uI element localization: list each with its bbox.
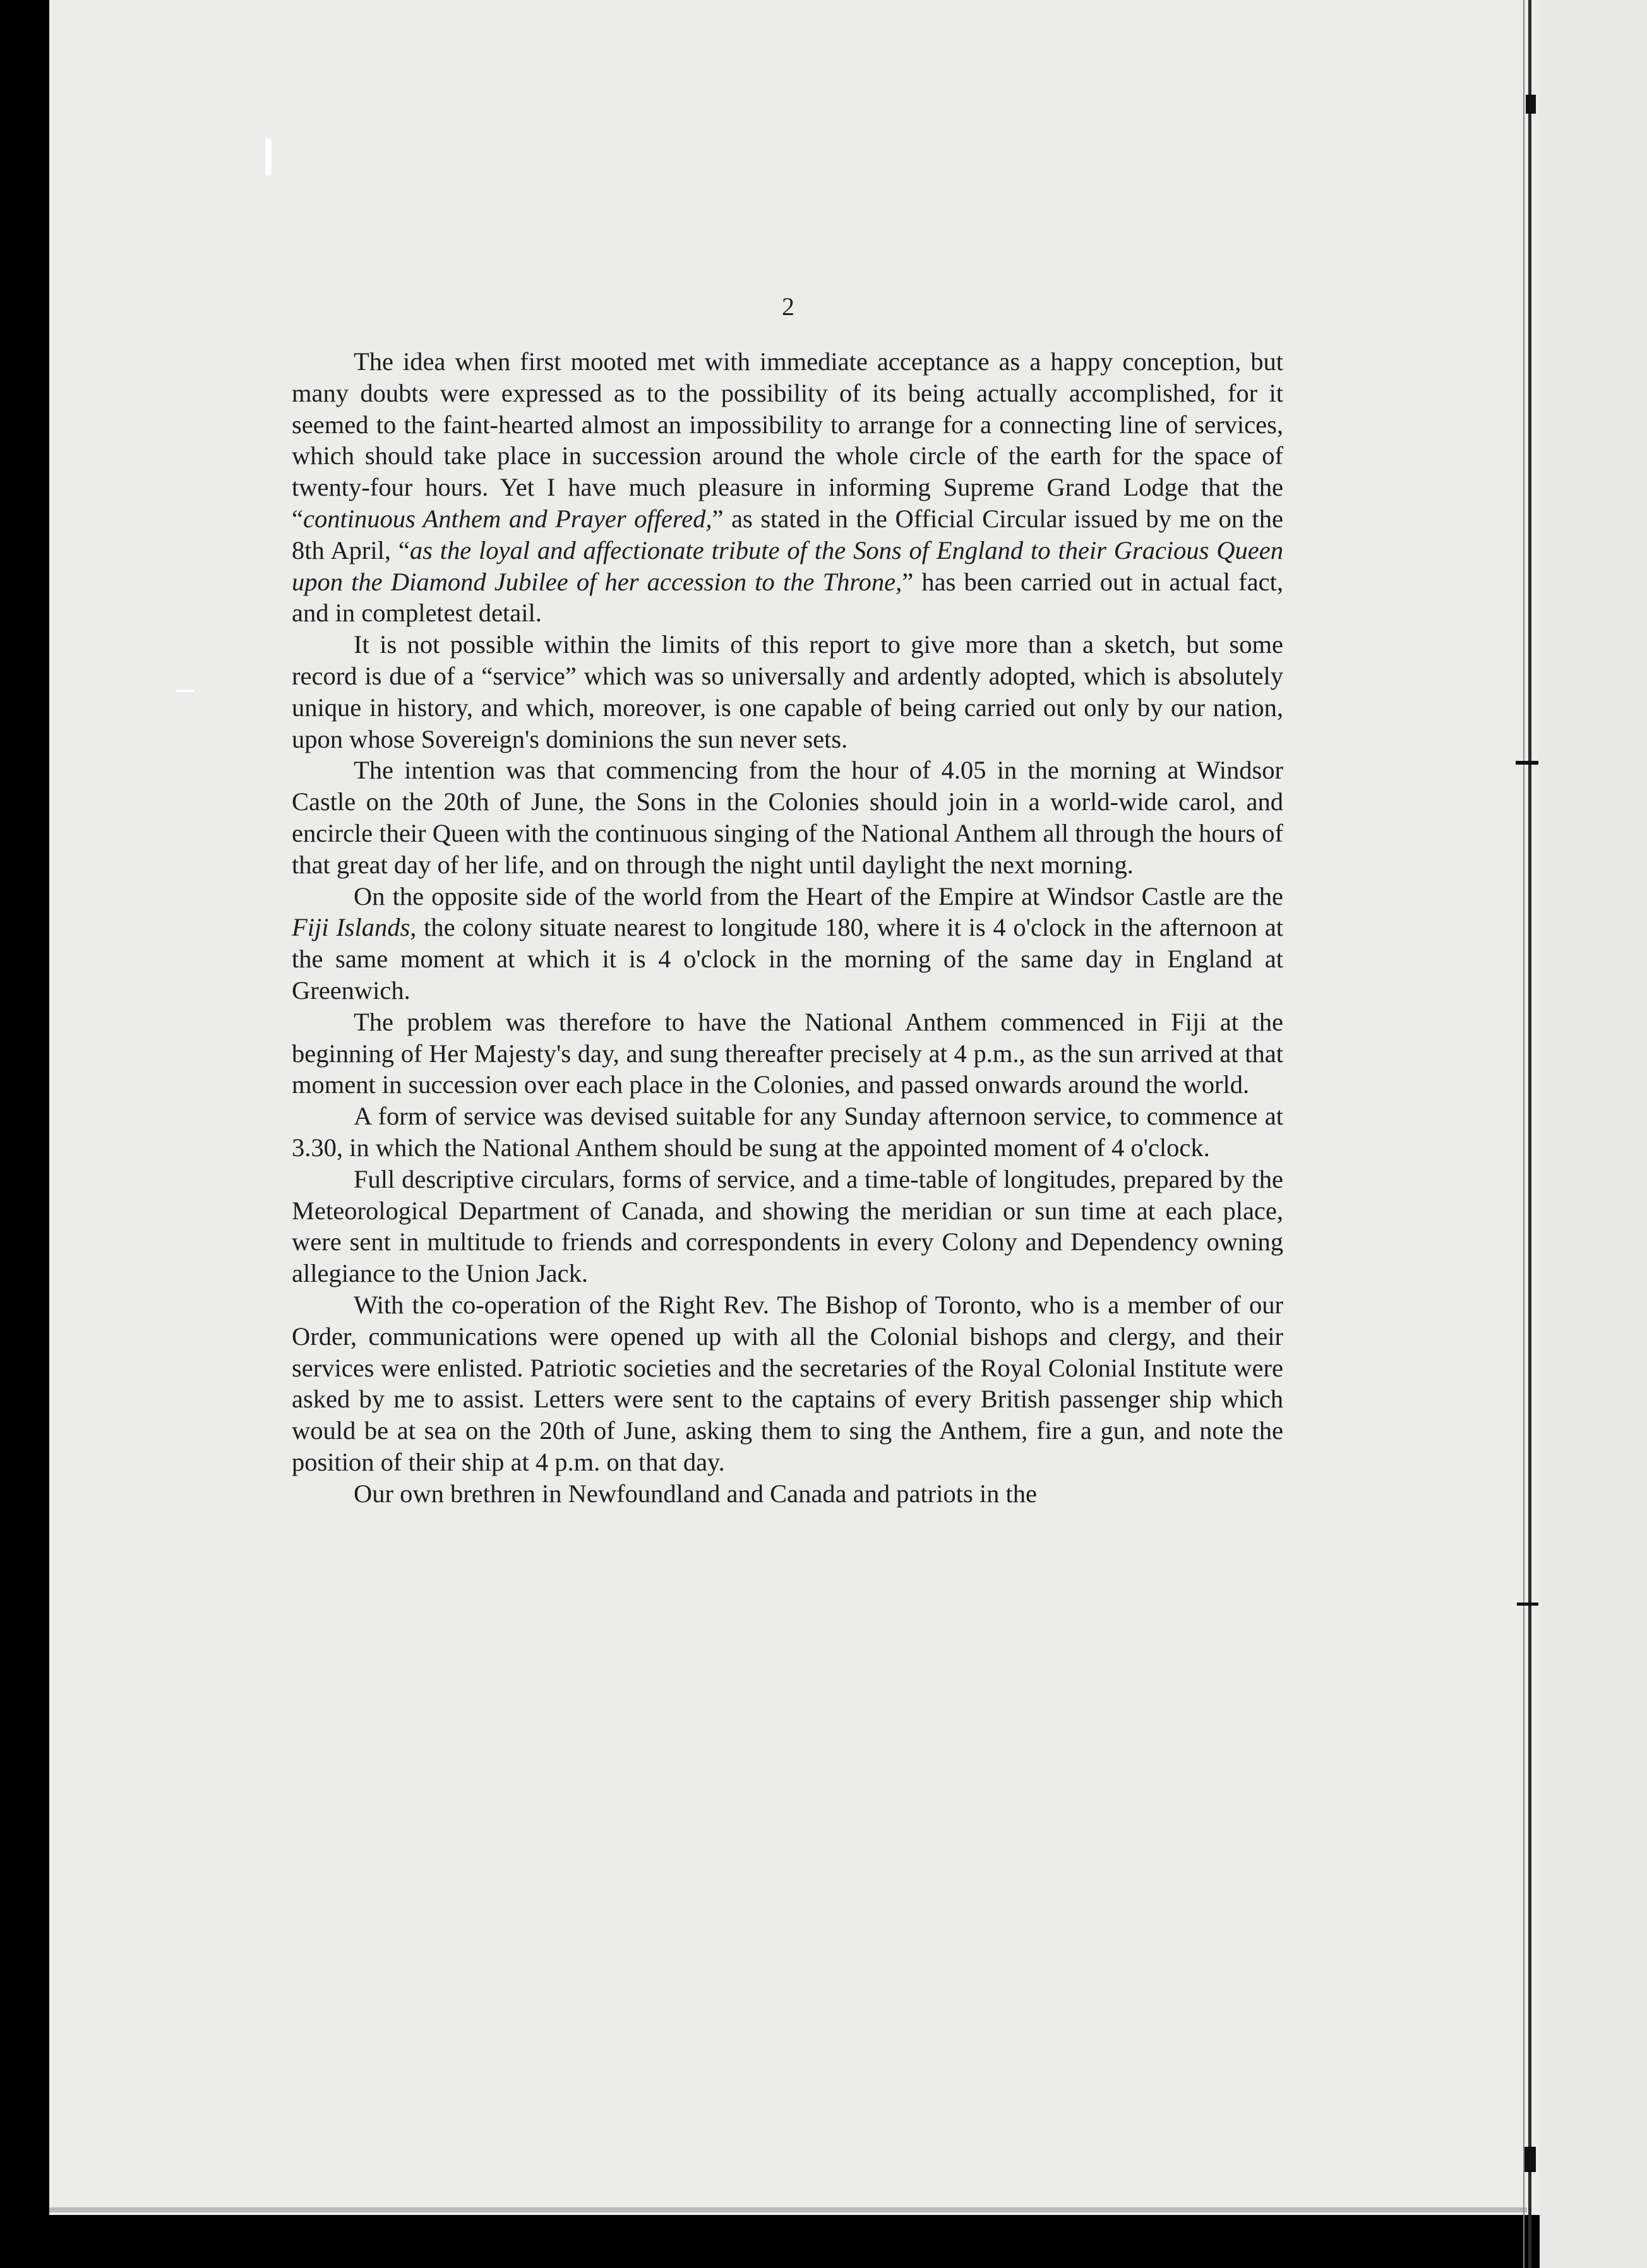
text-run: Our own brethren in Newfoundland and Canada and patriots in the xyxy=(354,1479,1037,1508)
text-run: ” has been carried out in actual fact, and in completest detail. xyxy=(292,567,1283,628)
body-text xyxy=(292,346,1283,1509)
text-run: , the colony situate nearest to longitude 180, where it is 4 o'clock in the afternoon at the same moment at which it is 4 o'clock in the morning of the same day in England at Greenwich. xyxy=(292,913,1283,1005)
italic-text: Fiji Islands xyxy=(292,913,410,942)
text-run: ” as stated in the Official Circular issued by me on the 8th April, “ xyxy=(292,504,1283,564)
paragraph xyxy=(292,629,1283,755)
binding-mark xyxy=(1516,761,1538,765)
paragraph xyxy=(292,1478,1283,1510)
text-run: With the co-operation of the Right Rev. The Bishop of Toronto, who is a member of our Order, communications were opened up with all the Colonial bishops and clergy, and their services were enlisted. Patriotic societies and the secretaries of the Royal Colonial Institute were asked by me to assist. Letters were sent to the captains of every British passenger ship which would be at sea on the 20th of June, asking them to sing the Anthem, fire a gun, and note the position of their ship at 4 p.m. on that day. xyxy=(292,1290,1283,1476)
binding-mark xyxy=(1526,95,1536,114)
italic-text: as the loyal and affectionate tribute of the Sons of England to their Gracious Queen upon the Diamond Jubilee of her accession to the Throne, xyxy=(292,535,1284,596)
binding-mark xyxy=(1517,1603,1538,1606)
page-number: 2 xyxy=(782,292,794,321)
adjacent-page-strip xyxy=(1540,0,1647,2268)
paragraph xyxy=(292,755,1283,880)
text-run: The problem was therefore to have the National Anthem commenced in Fiji at the beginning of Her Majesty's day, and sung thereafter precisely at 4 p.m., as the sun arrived at that moment in succession over each place in the Colonies, and passed onwards around the world. xyxy=(292,1007,1283,1099)
page-bottom-edge xyxy=(49,2207,1527,2212)
paragraph xyxy=(292,881,1283,1006)
italic-text: continuous Anthem and Prayer offered, xyxy=(302,504,712,533)
paragraph xyxy=(292,1006,1283,1101)
paragraph xyxy=(292,1101,1283,1164)
paragraph xyxy=(292,1164,1283,1289)
binding-mark xyxy=(1524,2147,1536,2172)
text-run: On the opposite side of the world from the Heart of the Empire at Windsor Castle are the xyxy=(354,881,1283,910)
binding-shadow xyxy=(1523,0,1524,2268)
text-run: The intention was that commencing from the hour of 4.05 in the morning at Windsor Castle on the 20th of June, the Sons in the Colonies should join in a world-wide carol, and encircle their Queen with the continuous singing of the National Anthem all through the hours of that great day of her life, and on through the night until daylight the next morning. xyxy=(292,756,1283,879)
text-run: A form of service was devised suitable for any Sunday afternoon service, to commence at 3.30, in which the National Anthem should be sung at the appointed moment of 4 o'clock. xyxy=(292,1102,1283,1162)
text-run: It is not possible within the limits of this report to give more than a sketch, but some record is due of a “service” which was so universally and ardently adopted, which is absolutely unique in history, and which, moreover, is one capable of being carried out only by our nation, upon whose Sovereign's dominions the sun never sets. xyxy=(292,630,1283,753)
scan-speck xyxy=(176,689,195,692)
paragraph xyxy=(292,1289,1283,1478)
text-run: Full descriptive circulars, forms of service, and a time-table of longitudes, prepared by the Meteorological Department of Canada, and showing the meridian or sun time at each place, were sent in multitude to friends and correspondents in every Colony and Dependency owning allegiance to the Union Jack. xyxy=(292,1164,1283,1288)
binding-line xyxy=(1528,0,1531,2268)
text-run: The idea when first mooted met with immediate acceptance as a happy conception, but many doubts were expressed as to the possibility of its being actually accomplished, for it seemed to the faint-hearted almost an impossibility to arrange for a connecting line of services, which should take place in succession around the whole circle of the earth for the space of twenty-four hours. Yet I have much pleasure in informing Supreme Grand Lodge that the “ xyxy=(292,347,1283,533)
paragraph xyxy=(292,346,1283,629)
scan-speck xyxy=(265,138,272,176)
